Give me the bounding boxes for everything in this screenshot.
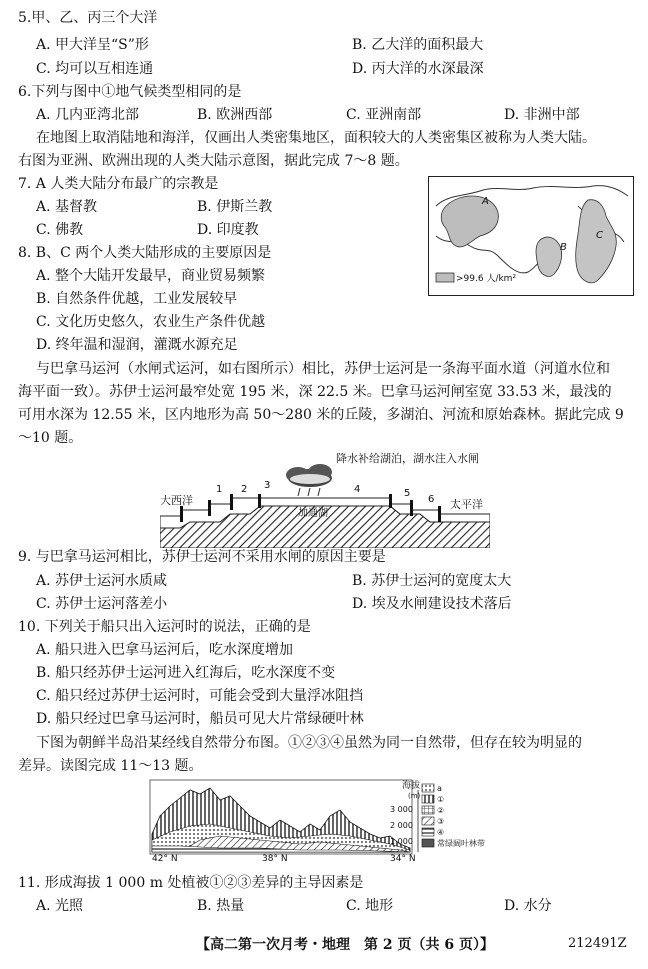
q8-option-d: D. 终年温和湿润，灌溉水源充足 xyxy=(36,337,238,353)
q10-stem: 10. 下列关于船只出入运河时的说法，正确的是 xyxy=(18,619,311,635)
lock-1: 1 xyxy=(216,484,223,495)
profile-tick-38n: 38° N xyxy=(262,854,288,862)
q7-option-c: C. 佛教 xyxy=(36,222,84,238)
atlantic-label: 大西洋 xyxy=(160,494,193,507)
q10-option-d: D. 船只经过巴拿马运河时，船员可见大片常绿硬叶林 xyxy=(36,711,364,727)
intro-9-line-4: ～10 题。 xyxy=(18,430,83,446)
lock-6: 6 xyxy=(428,494,435,505)
profile-y-label: 海拔 xyxy=(402,781,421,791)
legend-a: a xyxy=(437,784,442,793)
lock-4: 4 xyxy=(354,484,361,495)
intro-9-line-3: 可用水深为 12.55 米，区内地形为高 50～280 米的丘陵，多湖泊、河流和原始森林。据此完成 9 xyxy=(18,407,624,423)
q5-option-d: D. 丙大洋的水深最深 xyxy=(352,61,484,77)
legend-evergreen: 常绿阔叶林带 xyxy=(437,839,485,848)
q6-option-a: A. 几内亚湾北部 xyxy=(36,107,140,123)
q9-option-b: B. 苏伊士运河的宽度太大 xyxy=(352,573,512,589)
legend-4: ④ xyxy=(437,828,445,837)
q5-option-a: A. 甲大洋呈“S”形 xyxy=(36,37,149,53)
profile-tick-42n: 42° N xyxy=(152,854,178,862)
legend-swatch xyxy=(436,273,454,282)
lock-5: 5 xyxy=(404,488,411,499)
page-footer: 【高二第一次月考・地理 第 2 页（共 6 页）】 xyxy=(196,937,494,953)
q11-option-a: A. 光照 xyxy=(36,898,84,914)
q6-option-c: C. 亚洲南部 xyxy=(346,107,422,123)
q9-option-c: C. 苏伊士运河落差小 xyxy=(36,596,168,612)
q10-option-c: C. 船只经过苏伊士运河时，可能会受到大量浮冰阻挡 xyxy=(36,688,364,704)
vegetation-profile-diagram xyxy=(140,776,502,862)
rain-note: 降水补给湖泊，湖水注入水闸 xyxy=(336,452,479,465)
intro-9-line-1: 与巴拿马运河（水闸式运河，如右图所示）相比，苏伊士运河是一条海平面水道（河道水位和 xyxy=(36,361,610,377)
intro-11-line-1: 下图为朝鲜半岛沿某经线自然带分布图。①②③④虽然为同一自然带，但存在较为明显的 xyxy=(36,735,582,751)
profile-legend xyxy=(422,784,485,848)
legend-2: ② xyxy=(437,806,445,815)
intro-11-line-2: 差异。读图完成 11～13 题。 xyxy=(18,758,203,774)
q5-option-b: B. 乙大洋的面积最大 xyxy=(352,37,484,53)
q11-option-c: C. 地形 xyxy=(346,898,394,914)
lock-3: 3 xyxy=(264,480,271,491)
panama-canal-diagram xyxy=(160,448,490,548)
legend-3: ③ xyxy=(437,817,445,826)
q8-stem: 8. B、C 两个人类大陆形成的主要原因是 xyxy=(18,245,272,261)
gatun-lake-label: 加通湖 xyxy=(298,508,328,519)
q9-option-d: D. 埃及水闸建设技术落后 xyxy=(352,596,512,612)
q11-stem: 11. 形成海拔 1 000 m 处植被①②③差异的主导因素是 xyxy=(18,875,364,891)
q7-option-d: D. 印度教 xyxy=(197,222,259,238)
legend-text: >99.6 人/km² xyxy=(456,274,517,284)
intro-7-line-1: 在地图上取消陆地和海洋，仅画出人类密集地区，面积较大的人类密集区被称为人类大陆。 xyxy=(36,130,596,146)
profile-y-tick-1000: 1 000 xyxy=(390,837,413,846)
intro-7-line-2: 右图为亚洲、欧洲出现的人类大陆示意图，据此完成 7～8 题。 xyxy=(18,153,409,169)
q9-stem: 9. 与巴拿马运河相比，苏伊士运河不采用水闸的原因主要是 xyxy=(18,549,386,565)
q10-option-b: B. 船只经苏伊士运河进入红海后，吃水深度不变 xyxy=(36,665,336,681)
exam-code: 212491Z xyxy=(568,936,627,951)
profile-y-tick-2000: 2 000 xyxy=(390,821,413,830)
profile-y-tick-3000: 3 000 xyxy=(390,805,413,814)
q10-option-a: A. 船只进入巴拿马运河后，吃水深度增加 xyxy=(36,642,294,658)
legend-1: ① xyxy=(437,795,445,804)
q7-stem: 7. A 人类大陆分布最广的宗教是 xyxy=(18,176,219,192)
intro-9-line-2: 海平面一致）。苏伊士运河最窄处宽 195 米，深 22.5 米。巴拿马运河闸室宽 33.53 米，最浅的 xyxy=(18,384,612,400)
q6-stem: 6.下列与图中①地气候类型相同的是 xyxy=(18,84,242,100)
q8-option-c: C. 文化历史悠久，农业生产条件优越 xyxy=(36,314,266,330)
q8-option-b: B. 自然条件优越，工业发展较早 xyxy=(36,291,238,307)
q8-option-a: A. 整个大陆开发最早，商业贸易频繁 xyxy=(36,268,266,284)
region-c-label: C xyxy=(596,230,603,241)
human-continent-map xyxy=(428,176,634,296)
q7-option-a: A. 基督教 xyxy=(36,199,98,215)
pacific-label: 太平洋 xyxy=(450,498,483,511)
q5-stem: 5.甲、乙、丙三个大洋 xyxy=(18,10,158,26)
q11-option-b: B. 热量 xyxy=(197,898,245,914)
region-b-label: B xyxy=(560,242,567,253)
q5-option-c: C. 均可以互相连通 xyxy=(36,61,154,77)
lock-2: 2 xyxy=(241,484,248,495)
q9-option-a: A. 苏伊士运河水质咸 xyxy=(36,573,168,589)
region-a-label: A xyxy=(482,196,489,207)
profile-tick-34n: 34° N xyxy=(390,854,416,862)
q6-option-b: B. 欧洲西部 xyxy=(197,107,273,123)
cloud-icon xyxy=(286,464,332,487)
q6-option-d: D. 非洲中部 xyxy=(504,107,580,123)
q7-option-b: B. 伊斯兰教 xyxy=(197,199,273,215)
profile-y-unit: (m) xyxy=(408,792,421,800)
q11-option-d: D. 水分 xyxy=(504,898,552,914)
